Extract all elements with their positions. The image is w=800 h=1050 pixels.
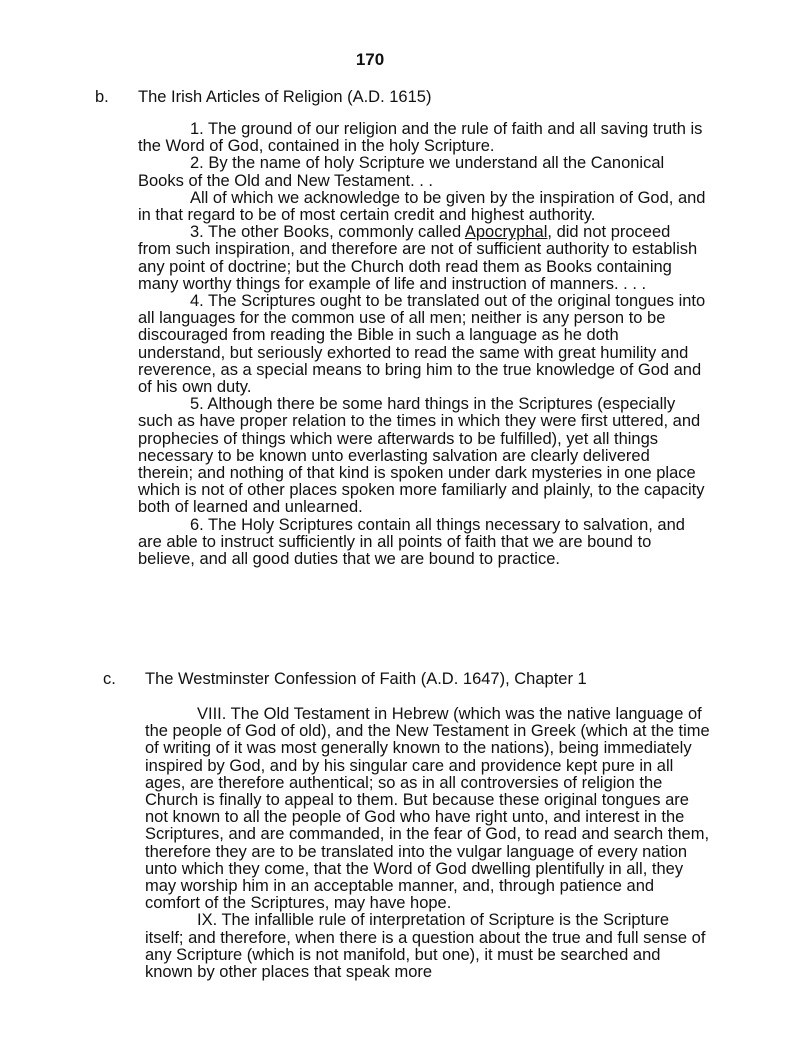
page-number: 170: [355, 50, 385, 69]
article-6: 6. The Holy Scriptures contain all things necessary to salvation, and are able to instruct sufficiently in all points of faith that we are bound to believe, and all good duties that we are bound to practice.: [138, 515, 685, 569]
section-b-heading: [95, 88, 431, 107]
article-3-text-end: , did not proceed from such inspiration, and therefore are not of sufficient authority to establish any point of doctrine; but the Church doth read them as Books containing many worthy things for example of life and instruction of manners. . . .: [138, 223, 698, 293]
chapter-1-section-ix: IX. The infallible rule of interpretation of Scripture is the Scripture itself; and therefore, when there is a question about the true and full sense of any Scripture (which is not manifold, but one), it must be searched and known by other places that speak more: [145, 911, 706, 982]
article-1: 1. The ground of our religion and the rule of faith and all saving truth is the Word of God, contained in the holy Scripture.: [138, 120, 703, 156]
section-c-title: The Westminster Confession of Faith (A.D. 1647), Chapter 1: [145, 670, 587, 688]
article-2-continued: All of which we acknowledge to be given by the inspiration of God, and in that regard to be of most certain credit and highest authority.: [138, 188, 706, 225]
section-c-body: [145, 706, 711, 981]
apocryphal-term: Apocryphal: [464, 223, 548, 242]
article-3: [138, 224, 706, 293]
section-b-title: The Irish Articles of Religion (A.D. 1615): [138, 88, 432, 106]
article-3-text-start: 3. The other Books, commonly called: [190, 223, 465, 242]
section-c-heading: [103, 670, 587, 689]
section-b-body: [138, 121, 706, 568]
chapter-1-section-viii: VIII. The Old Testament in Hebrew (which was the native language of the people of God of old), and the New Testament in Greek (which at the time of writing of it was most generally known to the nations), being immediately inspired by God, and by his singular care and providence kept pure in all ages, are therefore authentical; so as in all controversies of religion the Church is finally to appeal to them. But because these original tongues are not known to all the people of God who have right unto, and interest in the Scriptures, and are commanded, in the fear of God, to read and search them, therefore they are to be translated into the vulgar language of every nation unto which they come, that the Word of God dwelling plentifully in all, they may worship him in an acceptable manner, and, through patience and comfort of the Scriptures, may have hope.: [145, 705, 710, 913]
article-2: 2. By the name of holy Scripture we understand all the Canonical Books of the Old and New Testament. . .: [138, 154, 665, 190]
section-b-letter: b.: [95, 88, 109, 106]
section-c-letter: c.: [103, 670, 116, 688]
article-4: 4. The Scriptures ought to be translated out of the original tongues into all languages for the common use of all men; neither is any person to be discouraged from reading the Bible in such a language as he doth understand, but seriously exhorted to read the same with great humility and reverence, as a special means to bring him to the true knowledge of God and of his own duty.: [138, 292, 706, 397]
article-5: 5. Although there be some hard things in the Scriptures (especially such as have proper relation to the times in which they were first uttered, and prophecies of things which were afterwards to be fulfilled), yet all things necessary to be known unto everlasting salvation are clearly delivered therein; and nothing of that kind is spoken under dark mysteries in one place which is not of other places spoken more familiarly and plainly, to the capacity both of learned and unlearned.: [138, 395, 705, 517]
